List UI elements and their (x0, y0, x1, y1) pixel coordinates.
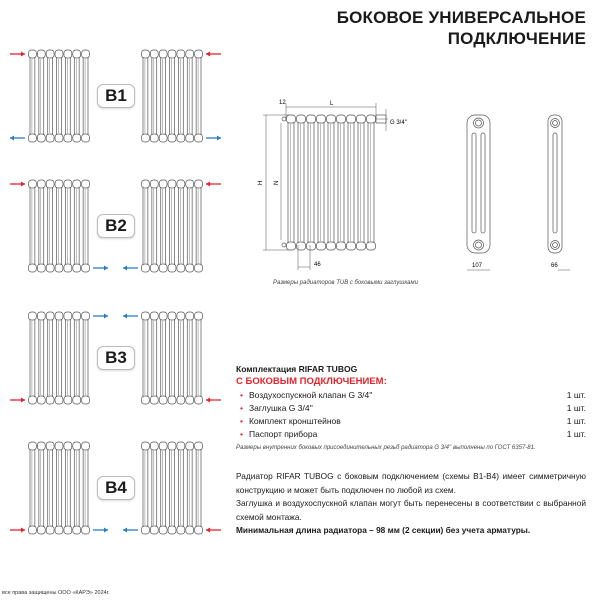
kit-item-qty: 1 шт. (566, 429, 586, 439)
supply-arrow-icon (10, 52, 25, 57)
kit-item (236, 415, 586, 428)
radiator-icon (142, 180, 203, 272)
supply-arrow-icon (206, 182, 221, 187)
radiator-icon (142, 50, 203, 142)
kit-heading: Комплектация RIFAR TUBOG (236, 364, 358, 374)
radiator-icon (29, 50, 90, 142)
scheme-label: B3 (97, 346, 135, 370)
scheme-label: B4 (97, 476, 135, 500)
dim-l: L (330, 101, 334, 107)
drawing-caption: Размеры радиаторов TUB с боковыми заглушками (273, 280, 418, 286)
radiator-icon (29, 312, 90, 404)
supply-arrow-icon (206, 398, 221, 403)
kit-list (236, 389, 586, 441)
scheme-b4 (0, 440, 230, 550)
page-title: БОКОВОЕ УНИВЕРСАЛЬНОЕ ПОДКЛЮЧЕНИЕ (336, 8, 586, 48)
dim-66: 66 (551, 263, 558, 269)
kit-item-name: Комплект кронштейнов (248, 416, 341, 426)
return-arrow-icon (123, 314, 138, 319)
description-p2: Заглушка и воздухоспускной клапан могут быть перенесены в соответствии с выбранной схемой монтажа. (236, 498, 586, 522)
radiator-icon (142, 312, 203, 404)
return-arrow-icon (93, 314, 108, 319)
scheme-label: B1 (97, 84, 135, 108)
kit-note: Размеры внутренних боковых присоединительных резьб радиатора G 3/4'' выполнены по ГОСТ 6357-81. (236, 445, 536, 451)
kit-item (236, 428, 586, 441)
return-arrow-icon (10, 136, 25, 141)
dim-107: 107 (472, 263, 483, 269)
supply-arrow-icon (206, 52, 221, 57)
description-p1: Радиатор RIFAR TUBOG с боковым подключением (схемы В1-В4) имеет симметричную конструкцию и может быть подключен по любой из схем. (236, 471, 586, 495)
radiator-icon (29, 442, 90, 534)
supply-arrow-icon (10, 182, 25, 187)
scheme-b2 (0, 178, 230, 288)
bullet-icon: • (240, 429, 243, 439)
kit-item-qty: 1 шт. (566, 416, 586, 426)
return-arrow-icon (123, 528, 138, 533)
return-arrow-icon (93, 266, 108, 271)
return-arrow-icon (206, 136, 221, 141)
kit-item-qty: 1 шт. (566, 403, 586, 413)
kit-item-qty: 1 шт. (566, 390, 586, 400)
return-arrow-icon (123, 266, 138, 271)
supply-arrow-icon (10, 398, 25, 403)
bullet-icon: • (240, 416, 243, 426)
description-p3: Минимальная длина радиатора – 98 мм (2 секции) без учета арматуры. (236, 525, 531, 535)
return-arrow-icon (93, 528, 108, 533)
supply-arrow-icon (10, 528, 25, 533)
scheme-b3 (0, 310, 230, 420)
scheme-label: B2 (97, 214, 135, 238)
radiator-icon (29, 180, 90, 272)
kit-item-name: Заглушка G 3/4'' (248, 403, 313, 413)
kit-item-name: Воздухоспускной клапан G 3/4'' (248, 390, 373, 400)
kit-item (236, 402, 586, 415)
thread-label: G 3/4'' (390, 120, 407, 126)
bullet-icon: • (240, 403, 243, 413)
description (236, 470, 586, 538)
supply-arrow-icon (206, 528, 221, 533)
dimension-drawing (250, 95, 600, 290)
dim-46: 46 (314, 262, 321, 268)
bullet-icon: • (240, 390, 243, 400)
copyright: все права защищены ООО «КАРЭ» 2024г. (2, 590, 110, 596)
scheme-b1 (0, 48, 230, 158)
radiator-icon (142, 442, 203, 534)
dim-h: H (258, 180, 264, 185)
kit-item (236, 389, 586, 402)
dim-n: N (274, 180, 280, 185)
kit-item-name: Паспорт прибора (248, 429, 318, 439)
dim-12: 12 (279, 100, 286, 106)
kit-subheading: С БОКОВЫМ ПОДКЛЮЧЕНИЕМ: (236, 376, 387, 387)
kit-section (236, 364, 586, 451)
